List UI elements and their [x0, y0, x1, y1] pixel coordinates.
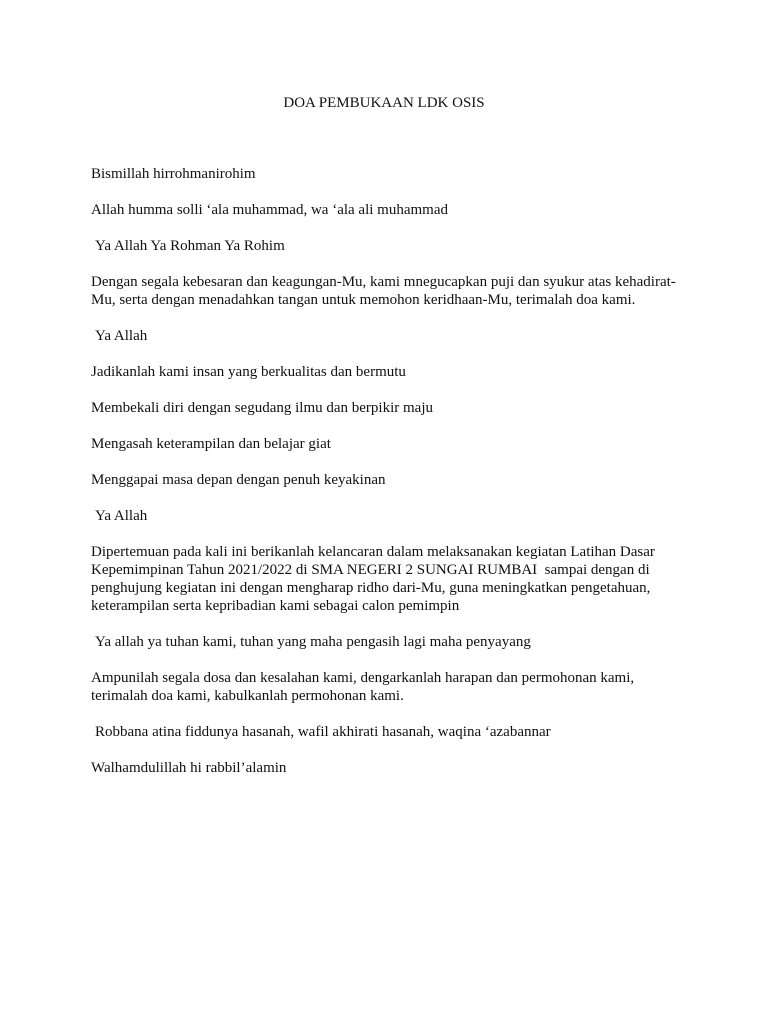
document-paragraph [91, 669, 686, 705]
paragraph-line: Jadikanlah kami insan yang berkualitas dan bermutu [91, 364, 406, 380]
document-body [91, 165, 686, 795]
paragraph-line: Dipertemuan pada kali ini berikanlah kelancaran dalam melaksanakan kegiatan Latihan Dasar [91, 544, 655, 560]
paragraph-line: Dengan segala kebesaran dan keagungan-Mu, kami mnegucapkan puji dan syukur atas kehadirat- [91, 274, 676, 290]
document-paragraph [91, 363, 686, 381]
paragraph-line: Menggapai masa depan dengan penuh keyakinan [91, 472, 386, 488]
paragraph-line: Ya Allah [95, 508, 148, 524]
document-paragraph [91, 633, 686, 651]
document-paragraph [91, 273, 686, 309]
paragraph-line: Kepemimpinan Tahun 2021/2022 di SMA NEGERI 2 SUNGAI RUMBAI sampai dengan di [91, 562, 650, 578]
paragraph-line: Mengasah keterampilan dan belajar giat [91, 436, 331, 452]
paragraph-line: Membekali diri dengan segudang ilmu dan berpikir maju [91, 400, 433, 416]
document-paragraph [91, 201, 686, 219]
paragraph-line: Walhamdulillah hi rabbil’alamin [91, 760, 287, 776]
paragraph-line: Bismillah hirrohmanirohim [91, 166, 256, 182]
paragraph-line: Ya Allah Ya Rohman Ya Rohim [95, 238, 285, 254]
document-paragraph [91, 327, 686, 345]
document-paragraph [91, 543, 686, 615]
document-paragraph [91, 435, 686, 453]
document-paragraph [91, 471, 686, 489]
document-paragraph [91, 165, 686, 183]
document-paragraph [91, 507, 686, 525]
document-paragraph [91, 759, 686, 777]
document-paragraph [91, 399, 686, 417]
document-paragraph [91, 723, 686, 741]
paragraph-line: Allah humma solli ‘ala muhammad, wa ‘ala ali muhammad [91, 202, 448, 218]
paragraph-line: keterampilan serta kepribadian kami sebagai calon pemimpin [91, 598, 460, 614]
paragraph-line: Ya allah ya tuhan kami, tuhan yang maha pengasih lagi maha penyayang [95, 634, 531, 650]
document-paragraph [91, 237, 686, 255]
paragraph-line: Ampunilah segala dosa dan kesalahan kami, dengarkanlah harapan dan permohonan kami, [91, 670, 635, 686]
paragraph-line: Ya Allah [95, 328, 148, 344]
paragraph-line: penghujung kegiatan ini dengan mengharap ridho dari-Mu, guna meningkatkan pengetahuan, [91, 580, 651, 596]
paragraph-line: Robbana atina fiddunya hasanah, wafil akhirati hasanah, waqina ‘azabannar [95, 724, 551, 740]
document-title: DOA PEMBUKAAN LDK OSIS [283, 95, 485, 111]
paragraph-line: Mu, serta dengan menadahkan tangan untuk memohon keridhaan-Mu, terimalah doa kami. [91, 292, 636, 308]
paragraph-line: terimalah doa kami, kabulkanlah permohonan kami. [91, 688, 404, 704]
